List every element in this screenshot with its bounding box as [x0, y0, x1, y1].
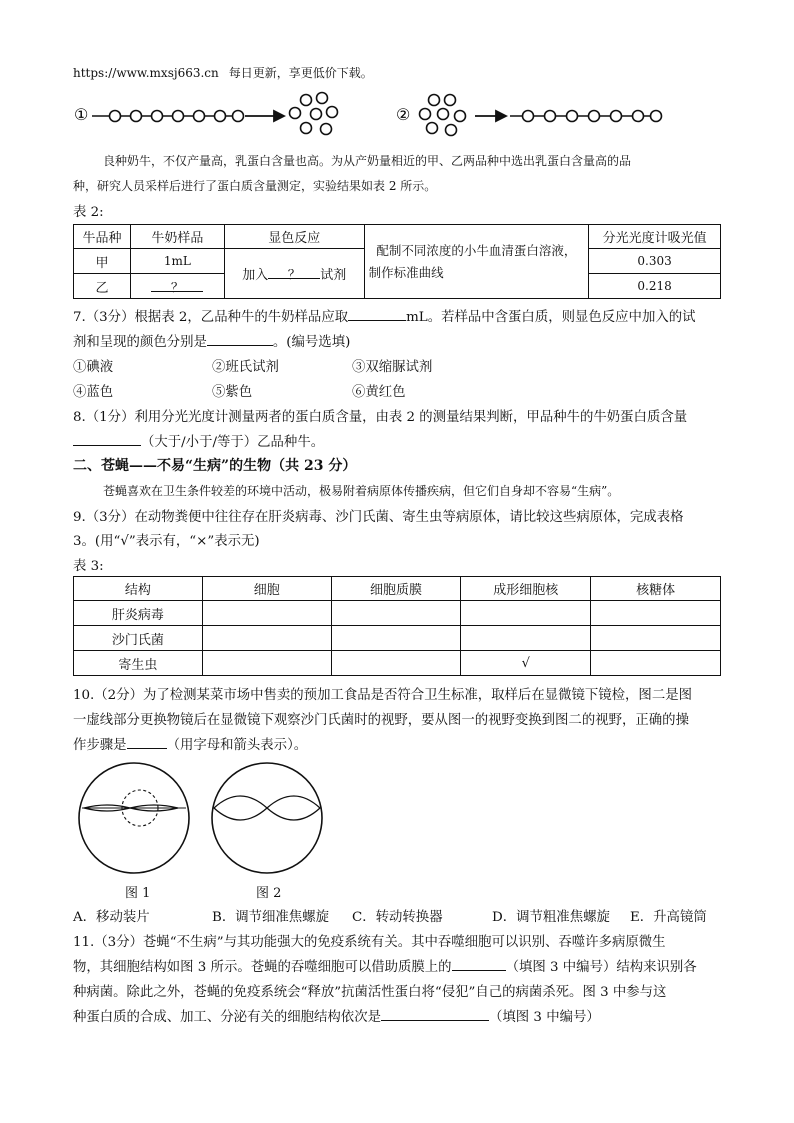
q10-option-e: E．升高镜筒: [630, 910, 707, 925]
table2-header-sample: 牛奶样品: [130, 225, 224, 249]
table3-row1-name: 肝炎病毒: [74, 601, 203, 626]
page-header: [73, 64, 373, 81]
q7-line-2: [73, 331, 350, 350]
table2-std-line-2: 制作标准曲线: [368, 264, 444, 280]
q8-line-1: 8.（1分）利用分光光度计测量两者的蛋白质含量，由表 2 的测量结果判断，甲品种牛的牛奶蛋白质含量: [73, 410, 688, 425]
q11-text-4a: 种蛋白质的合成、加工、分泌有关的细胞结构依次是: [73, 1010, 381, 1025]
reagent-post: 试剂: [320, 268, 347, 283]
q10-line-2: 一虚线部分更换物镜后在显微镜下观察沙门氏菌时的视野，要从图一的视野变换到图二的视野，正确的操: [73, 713, 689, 728]
q7-option-2: ②班氏试剂: [212, 360, 279, 375]
q7-option-1: ①碘液: [73, 360, 114, 375]
table-2: [73, 224, 721, 299]
q11-line-2: [73, 956, 697, 975]
table-row: [74, 626, 721, 651]
q10-blank[interactable]: [127, 734, 167, 749]
circles-2: [420, 95, 466, 136]
q11-text-2b: （填图 3 中编号）结构来识别各: [505, 960, 697, 975]
q7-option-3: ③双缩脲试剂: [352, 360, 433, 375]
table3-row2-name: 沙门氏菌: [74, 626, 203, 651]
table3-header-cell: 细胞: [202, 577, 331, 601]
q8-blank[interactable]: [73, 431, 141, 446]
q11-blank-1[interactable]: [452, 956, 506, 971]
table3-row3-membrane[interactable]: [331, 651, 461, 676]
sample-blank[interactable]: [151, 277, 203, 296]
field-2: [212, 763, 322, 873]
q11-line-3: 种病菌。除此之外，苍蝇的免疫系统会“释放”抗菌活性蛋白将“侵犯”自己的病菌杀死。图 3 中参与这: [73, 985, 667, 1000]
q10-option-b: B．调节细准焦螺旋: [212, 910, 329, 925]
table2-row1-sample: 1mL: [130, 249, 224, 274]
q11-blank-2[interactable]: [381, 1006, 489, 1021]
table3-row3-name: 寄生虫: [74, 651, 203, 676]
table-row: [74, 601, 721, 626]
table3-header-structure: 结构: [74, 577, 203, 601]
table3-row1-nucleus[interactable]: [461, 601, 591, 626]
intro-line-1: 良种奶牛，不仅产量高，乳蛋白含量也高。为从产奶量相近的甲、乙两品种中选出乳蛋白含量高的品: [103, 154, 632, 168]
table3-header-ribosome: 核糖体: [591, 577, 721, 601]
field-1: [79, 763, 189, 873]
table3-row2-membrane[interactable]: [331, 626, 461, 651]
table3-row3-nucleus[interactable]: √: [461, 651, 591, 676]
intro-line-2: 种，研究人员采样后进行了蛋白质含量测定，实验结果如表 2 所示。: [73, 179, 437, 193]
q7-line-1: [73, 306, 696, 325]
chain-1: [92, 111, 244, 122]
q7-option-5: ⑤紫色: [212, 385, 253, 400]
arrow-2: [475, 111, 506, 121]
table3-row2-ribosome[interactable]: [591, 626, 721, 651]
header-url[interactable]: https://www.mxsj663.cn: [73, 66, 219, 80]
table2-standard-curve-cell: [364, 225, 589, 299]
section-2-intro: 苍蝇喜欢在卫生条件较差的环境中活动，极易附着病原体传播疾病，但它们自身却不容易“生病”。: [103, 484, 620, 498]
chain-2: [510, 111, 662, 122]
table2-row1-value: 0.303: [589, 249, 721, 274]
table3-header-membrane: 细胞质膜: [331, 577, 461, 601]
q7-text-2a: 剂和呈现的颜色分别是: [73, 335, 207, 350]
table2-header-absorbance: 分光光度计吸光值: [589, 225, 721, 249]
q11-line-1: 11.（3分）苍蝇“不生病”与其功能强大的免疫系统有关。其中吞噬细胞可以识别、吞噬许多病原微生: [73, 935, 666, 950]
q11-line-4: [73, 1006, 600, 1025]
table3-header-nucleus: 成形细胞核: [461, 577, 591, 601]
q7-option-6: ⑥黄红色: [352, 385, 406, 400]
q9-line-1: 9.（3分）在动物粪便中往往存在肝炎病毒、沙门氏菌、寄生虫等病原体，请比较这些病原体，完成表格: [73, 510, 684, 525]
figure-label-2: ②: [396, 105, 411, 124]
q7-text-1a: 7.（3分）根据表 2，乙品种牛的牛奶样品应取: [73, 310, 349, 325]
q8-text-2b: （大于/小于/等于）乙品种牛。: [141, 435, 325, 450]
table3-row1-cell[interactable]: [202, 601, 331, 626]
table-row: [74, 651, 721, 676]
table-3: [73, 576, 721, 676]
q10-line-1: 10.（2分）为了检测某菜市场中售卖的预加工食品是否符合卫生标准，取样后在显微镜下镜检，图二是图: [73, 688, 692, 703]
table3-row2-cell[interactable]: [202, 626, 331, 651]
q7-text-1b: mL。若样品中含蛋白质，则显色反应中加入的试: [406, 310, 696, 325]
table2-header-reaction: 显色反应: [224, 225, 364, 249]
q10-option-d: D．调节粗准焦螺旋: [492, 910, 610, 925]
table3-row2-nucleus[interactable]: [461, 626, 591, 651]
q9-line-2: 3。(用“√”表示有，“×”表示无): [73, 534, 260, 549]
table3-row3-ribosome[interactable]: [591, 651, 721, 676]
table3-caption: 表 3:: [73, 559, 104, 574]
table2-row2-value: 0.218: [589, 274, 721, 299]
table2-row2-breed: 乙: [74, 274, 131, 299]
q7-option-4: ④蓝色: [73, 385, 114, 400]
fig-1-caption: 图 1: [125, 886, 151, 901]
table2-row2-sample-cell: [130, 274, 224, 299]
sample-question: ？: [170, 280, 184, 296]
q10-option-a: A．移动装片: [73, 910, 150, 925]
table2-header-breed: 牛品种: [74, 225, 131, 249]
q7-blank-volume[interactable]: [348, 306, 406, 321]
reagent-question: ？: [287, 268, 301, 283]
section-2-title: 二、苍蝇——不易“生病”的生物（共 23 分）: [73, 458, 357, 474]
table2-row1-breed: 甲: [74, 249, 131, 274]
header-tagline: 每日更新，享更低价下载。: [228, 66, 373, 80]
microscope-fields: [72, 762, 332, 882]
circles-1: [290, 93, 338, 135]
q8-line-2: [73, 431, 324, 450]
figure-label-1: ①: [74, 105, 89, 124]
q10-line-3: [73, 734, 307, 753]
table2-std-line-1: 配制不同浓度的小牛血清蛋白溶液，: [376, 242, 577, 258]
peptide-figure: [70, 88, 670, 140]
q7-text-2b: 。(编号选填): [272, 335, 351, 350]
fig-2-caption: 图 2: [256, 886, 282, 901]
table2-reagent-cell: [224, 249, 364, 299]
q10-option-c: C．转动转换器: [352, 910, 443, 925]
q11-text-4b: （填图 3 中编号）: [488, 1010, 600, 1025]
q10-text-3b: （用字母和箭头表示）。: [166, 738, 308, 753]
q10-text-3a: 作步骤是: [73, 738, 127, 753]
q11-text-2a: 物，其细胞结构如图 3 所示。苍蝇的吞噬细胞可以借助质膜上的: [73, 960, 452, 975]
reagent-blank[interactable]: [268, 264, 320, 283]
table3-row1-membrane[interactable]: [331, 601, 461, 626]
table3-row1-ribosome[interactable]: [591, 601, 721, 626]
table2-caption: 表 2:: [73, 205, 104, 220]
arrow-1: [245, 111, 284, 121]
table3-row3-cell[interactable]: [202, 651, 331, 676]
reagent-pre: 加入: [242, 268, 269, 283]
q7-blank-reagent-color[interactable]: [207, 331, 273, 346]
